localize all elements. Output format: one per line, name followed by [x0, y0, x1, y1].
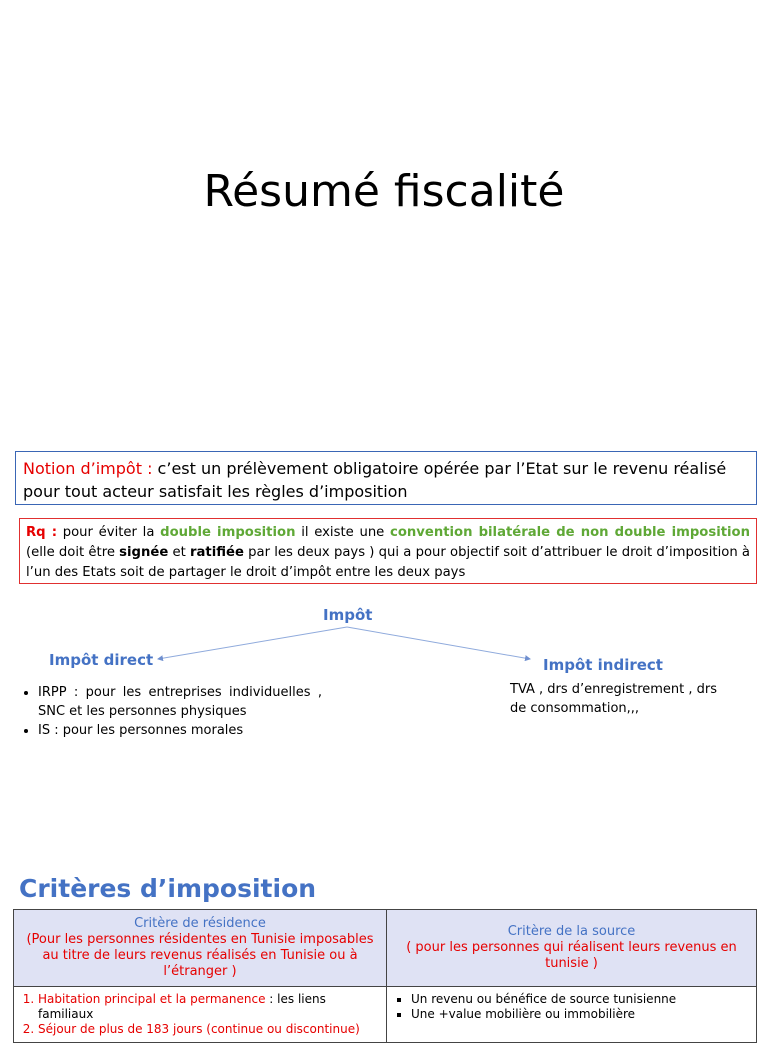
arrow-to-indirect — [347, 627, 530, 659]
header-source-sub: ( pour les personnes qui réalisent leurs revenus en tunisie ) — [406, 940, 737, 971]
indirect-text: TVA , drs d’enregistrement , drs de consommation,,, — [510, 682, 718, 716]
rq-text-5: par les deux pays ) qui a pour objectif soit d’attribuer le droit d’imposition à l’un des Etats soit de partager le droit d’impôt entre les deux pays — [26, 545, 750, 580]
rq-highlight-double-imposition: double imposition — [160, 525, 296, 540]
tree-indirect-label: Impôt indirect — [543, 656, 663, 674]
criteria-body-row — [14, 987, 757, 1043]
header-residence-title: Critère de résidence — [134, 916, 266, 931]
notion-box — [15, 451, 757, 505]
source-item-2: ▪ Une +value mobilière ou immobilière — [411, 1007, 750, 1022]
source-body — [387, 987, 757, 1043]
rq-text-2: il existe une — [295, 525, 391, 540]
page-title: Résumé fiscalité — [203, 166, 565, 217]
rq-bold-signee: signée — [119, 545, 169, 560]
direct-list — [16, 683, 322, 740]
criteria-heading: Critères d’imposition — [19, 874, 317, 903]
criteria-header-row — [14, 910, 757, 987]
criteria-table — [13, 909, 757, 1043]
tree-direct-label: Impôt direct — [49, 651, 154, 669]
direct-item-irpp: • IRPP : pour les entreprises individuelles , SNC et les personnes physiques — [38, 683, 322, 721]
direct-item-is: • IS : pour les personnes morales — [38, 721, 322, 740]
rq-text-1: pour éviter la — [57, 525, 161, 540]
rq-text-4: et — [168, 545, 190, 560]
header-source-title: Critère de la source — [507, 924, 636, 939]
residence-item-2: 2. Séjour de plus de 183 jours (continue ou discontinue) — [38, 1022, 380, 1037]
arrow-to-direct — [158, 627, 347, 659]
rq-highlight-convention: convention bilatérale de non double imposition — [390, 525, 750, 540]
remark-box — [19, 518, 757, 584]
tree-root-label: Impôt — [323, 606, 373, 624]
residence-item-1-label: Habitation principal et la permanence — [38, 992, 266, 1006]
notion-label: Notion d’impôt : — [23, 459, 153, 478]
header-residence — [14, 910, 387, 987]
rq-text-3: (elle doit être — [26, 545, 120, 560]
rq-label: Rq : — [26, 525, 57, 540]
residence-item-1 — [38, 992, 380, 1022]
rq-bold-ratifiee: ratifiée — [190, 545, 244, 560]
header-residence-sub: (Pour les personnes résidentes en Tunisie imposables au titre de leurs revenus réalisés en Tunisie ou à l’étranger ) — [26, 932, 374, 979]
header-source — [387, 910, 757, 987]
notion-text: c’est un prélèvement obligatoire opérée par l’Etat sur le revenu réalisé pour tout acteur satisfait les règles d’imposition — [23, 459, 727, 501]
source-item-1: ▪ Un revenu ou bénéfice de source tunisienne — [411, 992, 750, 1007]
residence-item-1-detail: : les liens familiaux — [38, 992, 326, 1021]
residence-body — [14, 987, 387, 1043]
